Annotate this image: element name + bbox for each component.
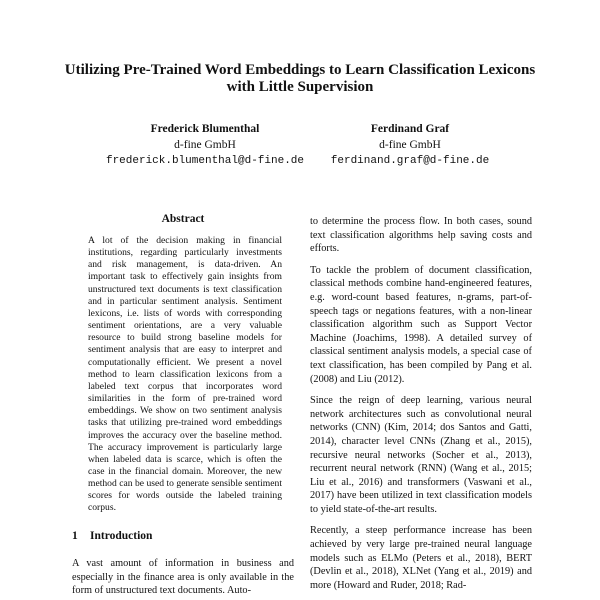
right-column: [310, 215, 532, 600]
introduction-body: [72, 557, 294, 598]
paragraph: to determine the process flow. In both cases, sound text classification algorithms help saving costs and efforts.: [310, 216, 532, 255]
paper-title: [60, 62, 540, 96]
section-title: Introduction: [90, 530, 153, 542]
author-email: frederick.blumenthal@d-fine.de: [105, 155, 305, 167]
abstract-text: A lot of the decision making in financial institutions, regarding particularly investments and risk management, is data-driven. An important task to effectively gain insights from unstructured text documents is text classification and in particular sentiment analysis. Sentiment lexicons, i.e. lists of words with corresponding sentiment orientations, are a very valuable resource to build strong baseline models for sentiment analysis that are easy to interpret and computationally efficient. We present a novel method to learn classification lexicons from a labeled text corpus that incorporates word similarities in the form of pre-trained word embeddings. We show on two sentiment analysis tasks that utilizing pre-trained word embeddings improves the accuracy over the baseline method. The accuracy improvement is particularly large when labeled data is scarce, which is often the case in the financial domain. Moreover, the new method can be used to generate sensible sentiment scores for words outside the labeled training corpus.: [88, 235, 282, 514]
author-name: Frederick Blumenthal: [150, 123, 260, 135]
abstract-heading: Abstract: [161, 213, 205, 225]
paragraph: Recently, a steep performance increase has been achieved by very large pre-trained neural language models such as ELMo (Peters et al., 2018), BERT (Devlin et al., 2018), XLNet (Yang et al., 2019) and more (Howard and Ruder, 2018; Rad-: [310, 525, 532, 591]
title-line-1: Utilizing Pre-Trained Word Embeddings to Learn Classification Lexicons: [64, 62, 536, 78]
title-line-2: with Little Supervision: [226, 79, 374, 95]
author-affiliation: d-fine GmbH: [174, 139, 236, 151]
abstract-body: [88, 235, 282, 515]
author-block-1: [90, 121, 320, 169]
introduction-text: A vast amount of information in business and especially in the finance area is only available in the form of unstructured text documents. Auto-: [72, 558, 294, 596]
section-heading-introduction: [72, 530, 152, 542]
author-name: Ferdinand Graf: [370, 123, 450, 135]
paragraph: Since the reign of deep learning, various neural network architectures such as convolutional neural networks (CNN) (Kim, 2014; dos Santos and Gatti, 2014), character level CNNs (Zhang et al., 2015), recursive neural networks (Socher et al., 2013), recurrent neural network (RNN) (Wang et al., 2015; Liu et al., 2016) and transformers (Vaswani et al., 2017) have been utilized in text classification models to yield state-of-the-art results.: [310, 395, 532, 515]
author-affiliation: d-fine GmbH: [379, 139, 441, 151]
author-block-2: [310, 121, 510, 169]
section-number: 1: [72, 530, 78, 542]
paragraph: To tackle the problem of document classification, classical methods combine hand-engineered features, e.g. word-count based features, n-grams, part-of-speech tags or negations features, with a non-linear classification algorithm such as Support Vector Machine (Joachims, 1998). A detailed survey of classical sentiment analysis models, a special case of text classification, has been compiled by Pang et al. (2008) and Liu (2012).: [310, 264, 532, 385]
author-email: ferdinand.graf@d-fine.de: [330, 155, 490, 167]
